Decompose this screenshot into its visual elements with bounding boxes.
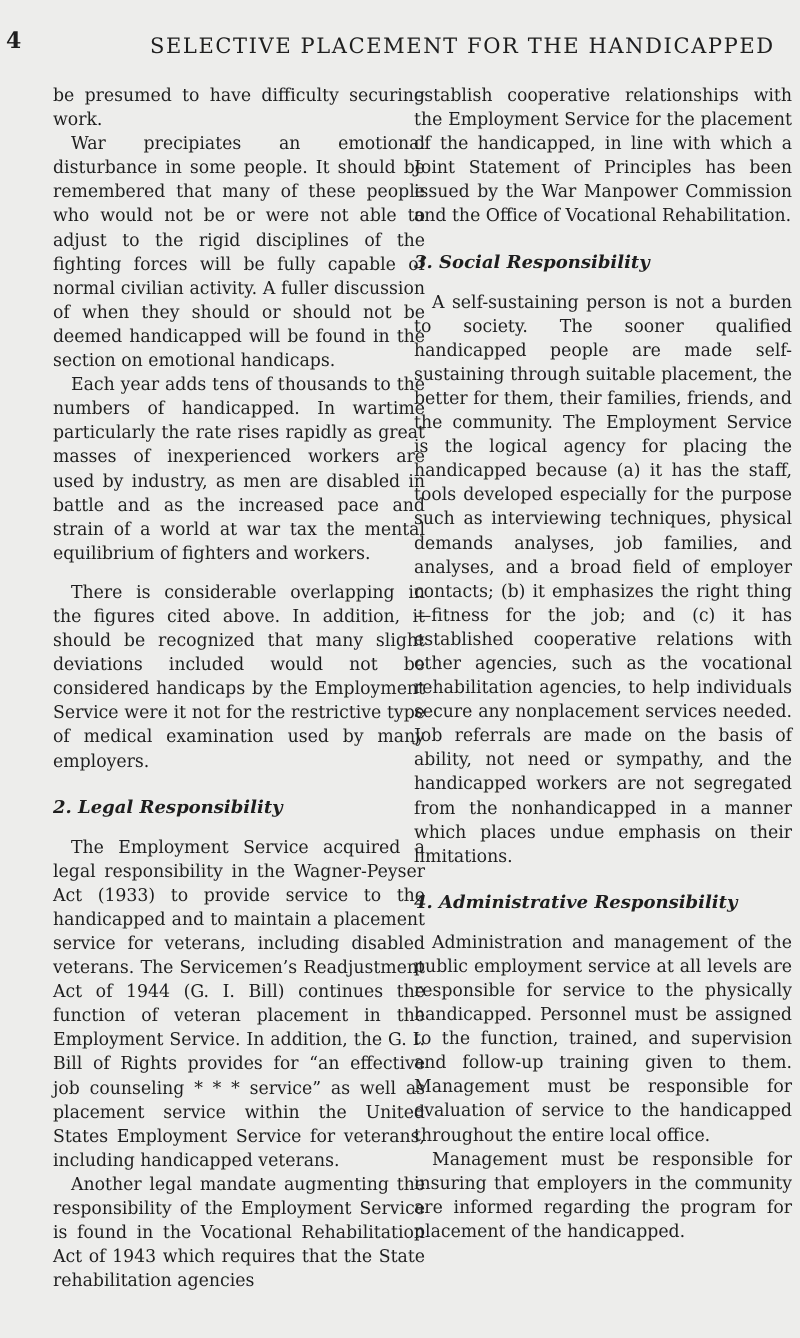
paragraph: There is considerable overlapping in the figures cited above. In addition, it should be recognized that many slight deviations included would not be considered handicaps by the Employment Service were it not for the restrictive type of medical examination used by many employers. <box>53 582 425 772</box>
section-heading-administrative-responsibility: 4. Administrative Responsibility <box>414 891 738 913</box>
page-number: 4 <box>6 28 22 54</box>
paragraph: War precipiates an emotional disturbance in some people. It should be remembered that many of these people who would not be or were not able to adjust to the rigid disciplines of the fighting forces will be fully capable of normal civilian activity. A fuller discussion of when they should or should not be deemed handicapped will be found in the section on emotional handicaps. <box>53 134 425 372</box>
paragraph: Each year adds tens of thousands to the numbers of handicapped. In wartime particularly the rate rises rapidly as great masses of inexperienced workers are used by industry, as men are disabled in battle and as the increased pace and strain of a world at war tax the mental equilibrium of fighters and workers. <box>53 375 425 564</box>
running-head: SELECTIVE PLACEMENT FOR THE HANDICAPPED <box>150 34 775 58</box>
paragraph: Another legal mandate augmenting the responsibility of the Employment Service is found in the Vocational Rehabilitation Act of 1943 which requires that the State rehabilitation agencies <box>53 1174 425 1292</box>
paragraph: be presumed to have difficulty securing work. <box>53 86 425 131</box>
left-column <box>53 84 425 1293</box>
paragraph: establish cooperative relationships with the Employment Service for the placement of the handicapped, in line with which a Joint Statement of Principles has been issued by the War Manpower Commission and the Office of Vocational Rehabilitation. <box>414 86 792 227</box>
section-heading-social-responsibility: 3. Social Responsibility <box>414 251 650 273</box>
paragraph: A self-sustaining person is not a burden to society. The sooner qualified handicapped people are made self-sustaining through suitable placement, the better for them, their families, friends, and the community. The Employment Service is the logical agency for placing the handicapped because (a) it has the staff, tools developed especially for the purpose such as interviewing techniques, physical demands analyses, job families, and analyses, and a broad field of employer contacts; (b) it emphasizes the right thing—fitness for the job; and (c) it has established cooperative relations with other agencies, such as the vocational rehabilitation agencies, to help individuals secure any nonplacement services needed. Job referrals are made on the basis of ability, not need or sympathy, and the handicapped workers are not segregated from the nonhandicapped in a manner which places undue emphasis on their limitations. <box>414 292 792 867</box>
right-column <box>414 84 792 1244</box>
paragraph: Administration and management of the public employment service at all levels are responsible for service to the physically handicapped. Personnel must be assigned to the function, trained, and supervision and follow-up training given to them. Management must be responsible for evaluation of service to the handicapped throughout the entire local office. <box>414 932 792 1146</box>
paragraph: The Employment Service acquired a legal responsibility in the Wagner-Peyser Act (1933) to provide service to the handicapped and to maintain a placement service for veterans, including disabled veterans. The Servicemen’s Readjustment Act of 1944 (G. I. Bill) continues the function of veteran placement in the Employment Service. In addition, the G. I. Bill of Rights provides for “an effective job counseling * * * service” as well as placement service within the United States Employment Service for veterans, including handicapped veterans. <box>53 837 425 1171</box>
paragraph: Management must be responsible for insuring that employers in the community are informed regarding the program for placement of the handicapped. <box>414 1149 792 1242</box>
section-heading-legal-responsibility: 2. Legal Responsibility <box>53 796 283 818</box>
